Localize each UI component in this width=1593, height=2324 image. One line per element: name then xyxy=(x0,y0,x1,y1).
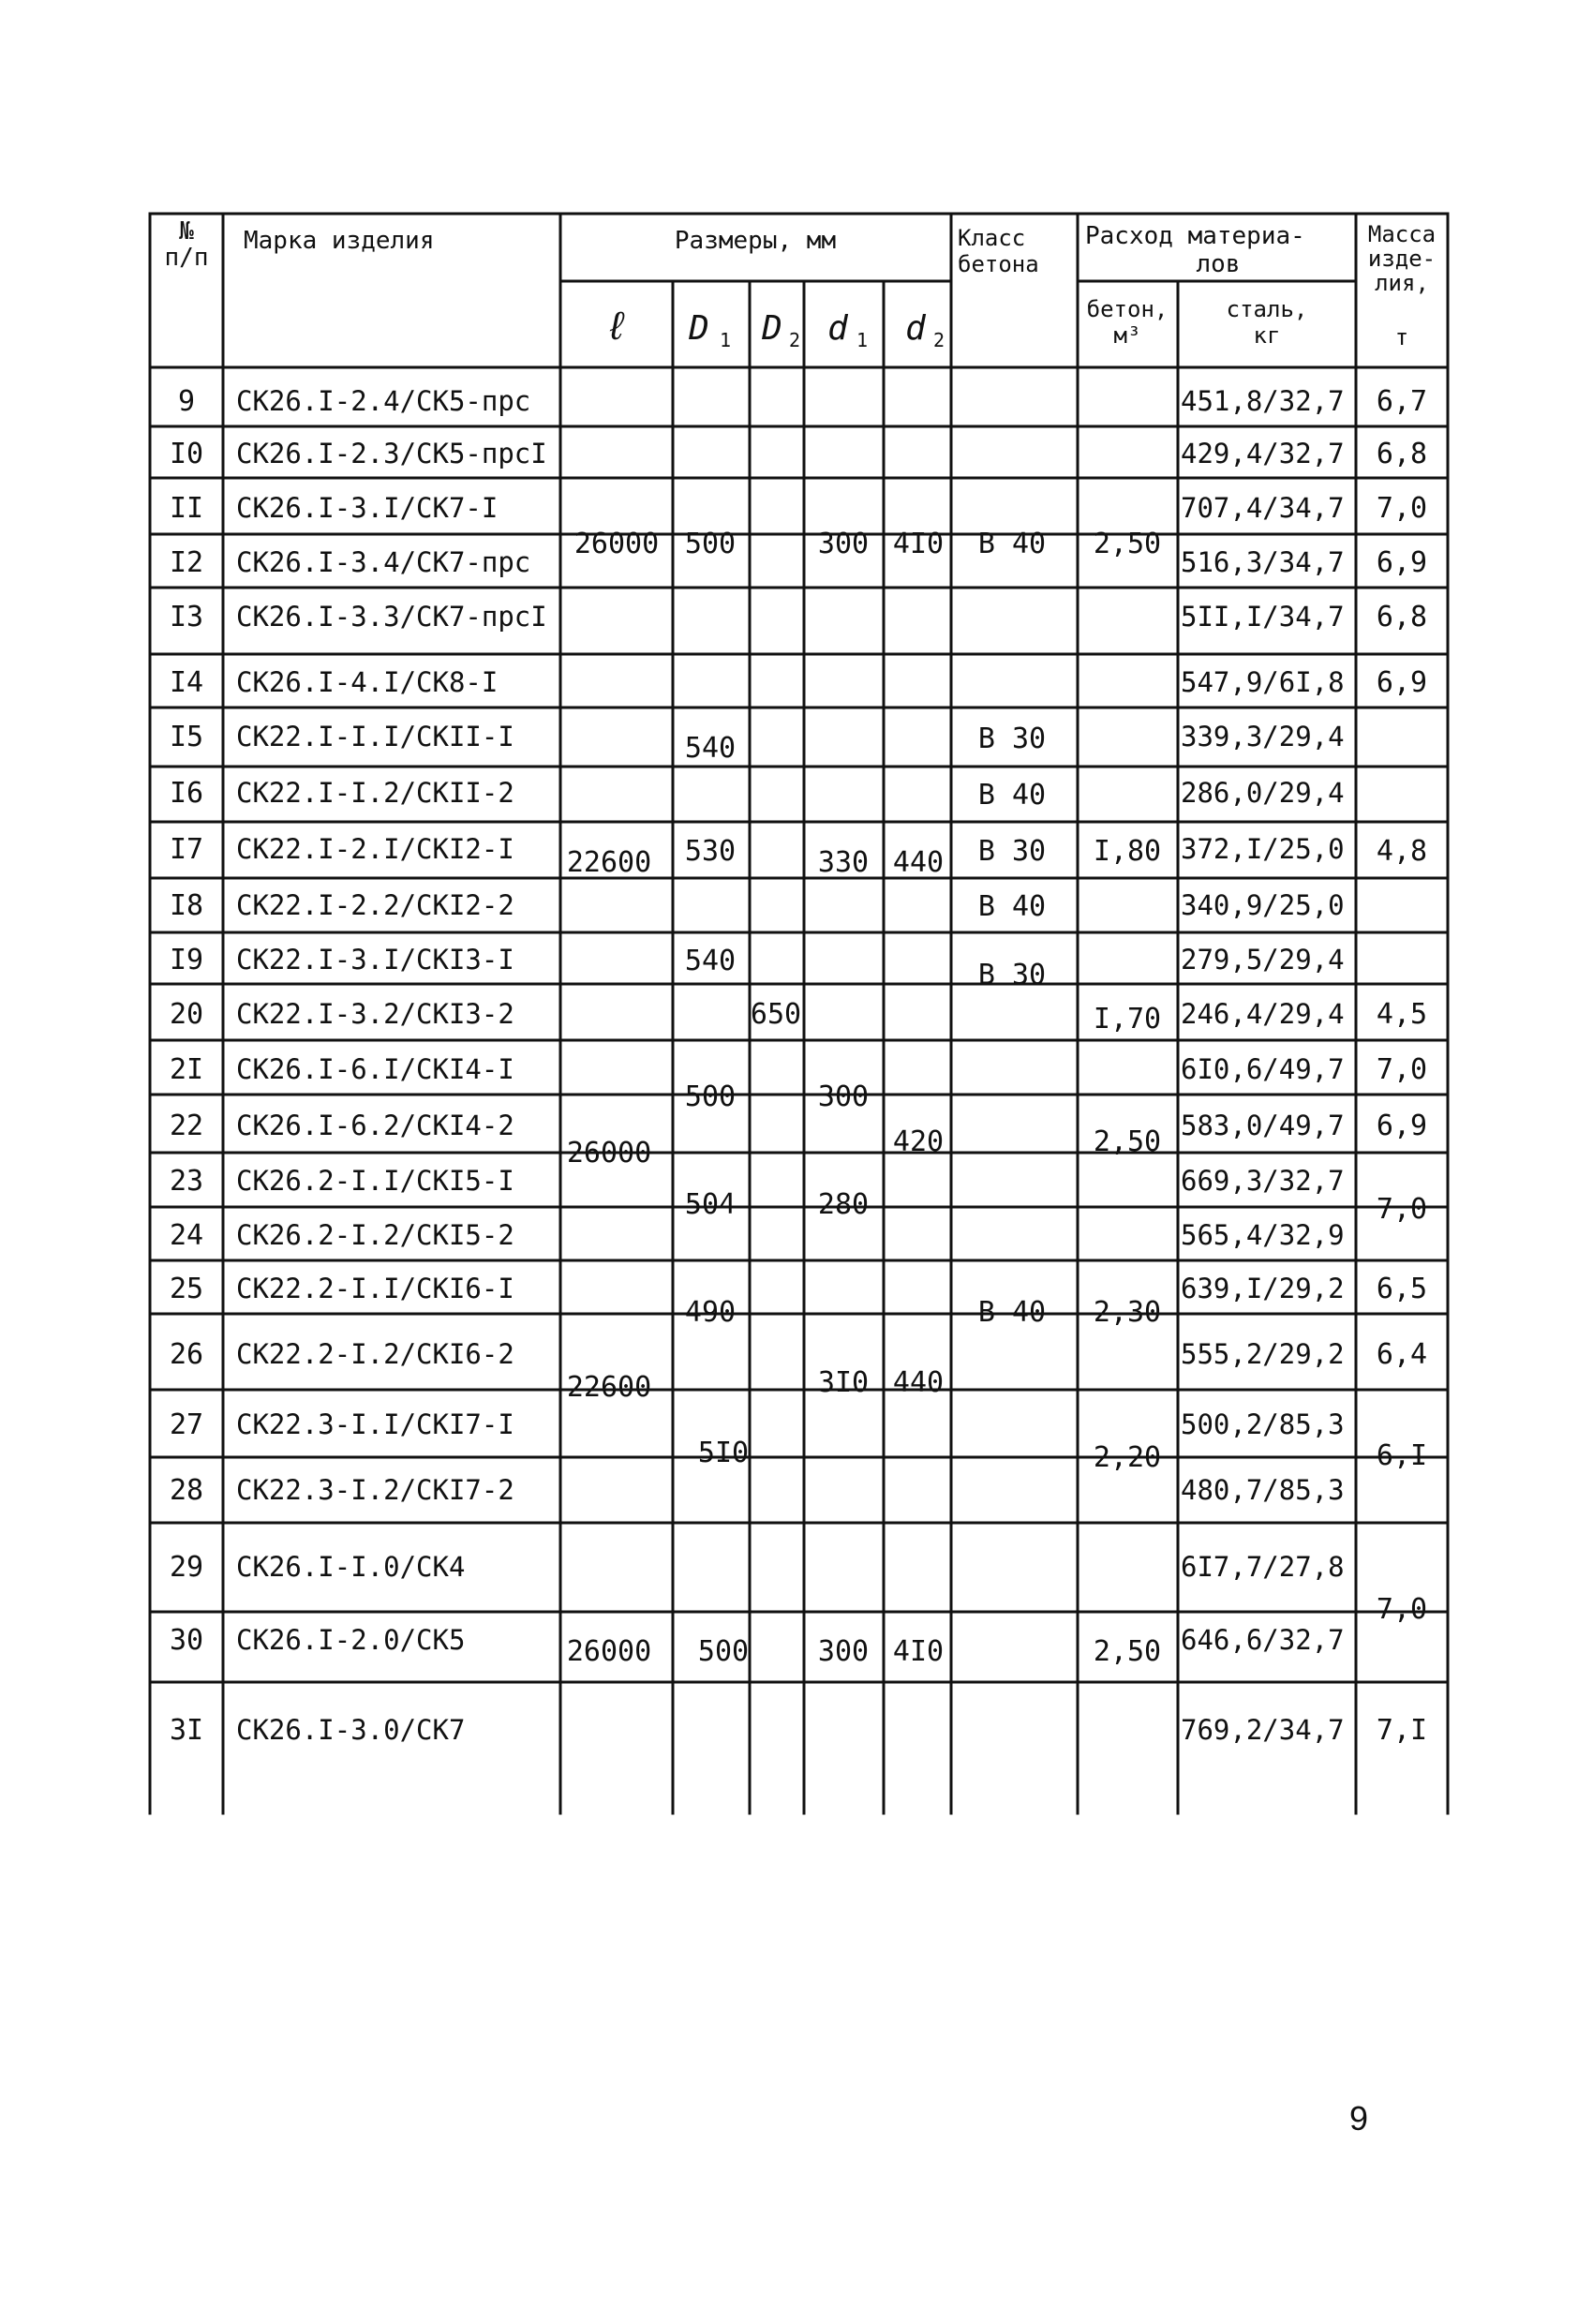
steel-usage: 565,4/32,9 xyxy=(1181,1219,1345,1251)
product-mark: СК26.2-I.I/СКI5-I xyxy=(236,1165,514,1197)
header-number-abbr: п/п xyxy=(164,244,209,272)
table-row xyxy=(170,1338,1345,1371)
steel-usage: 429,4/32,7 xyxy=(1181,438,1345,469)
d1-inner-value: 300 xyxy=(817,1635,870,1668)
steel-usage: 286,0/29,4 xyxy=(1181,777,1345,809)
d1-outer-value: 5I0 xyxy=(697,1437,750,1469)
d1-inner-value: 300 xyxy=(817,1080,870,1113)
concrete-volume-value: 2,50 xyxy=(1093,1125,1162,1158)
steel-usage: 707,4/34,7 xyxy=(1181,492,1345,524)
header-steel-line1: сталь, xyxy=(1226,296,1308,322)
concrete-volume-value: 2,20 xyxy=(1093,1441,1162,1474)
header-concrete-line2: м³ xyxy=(1113,322,1141,349)
steel-usage: 6I7,7/27,8 xyxy=(1181,1551,1345,1583)
product-mark: СК22.3-I.I/СКI7-I xyxy=(236,1408,514,1440)
header-size-d2-inner-sub: 2 xyxy=(933,329,945,351)
steel-usage: 769,2/34,7 xyxy=(1181,1714,1345,1746)
row-number: 25 xyxy=(169,1273,204,1305)
d2-outer-value: 650 xyxy=(750,998,802,1031)
merged-d2-inner xyxy=(893,528,944,1668)
header-class-line1: Класс xyxy=(958,225,1026,251)
product-mark: СК22.I-2.I/СКI2-I xyxy=(236,833,514,865)
table-row xyxy=(170,1408,1345,1441)
table-row xyxy=(170,492,1345,525)
header-usage-line2: лов xyxy=(1196,250,1241,278)
row-number: 24 xyxy=(169,1219,204,1252)
mass-value: 4,8 xyxy=(1376,835,1428,868)
d1-inner-value: 330 xyxy=(817,846,870,879)
row-number: I7 xyxy=(169,833,204,866)
product-mark: СК22.I-3.I/СКI3-I xyxy=(236,944,514,976)
table-rows xyxy=(170,385,1345,1747)
merged-length xyxy=(567,528,659,1668)
d1-outer-value: 490 xyxy=(684,1296,737,1329)
concrete-class-value: В 40 xyxy=(977,1296,1047,1329)
d1-outer-value: 540 xyxy=(684,732,737,765)
steel-usage: 669,3/32,7 xyxy=(1181,1165,1345,1197)
row-number: 23 xyxy=(169,1165,204,1198)
row-number: 29 xyxy=(169,1551,204,1584)
product-mark: СК26.I-2.0/СК5 xyxy=(236,1624,466,1656)
header-size-d1-outer-sub: 1 xyxy=(720,329,732,351)
table-row xyxy=(170,1474,1345,1507)
d1-outer-value: 540 xyxy=(684,945,737,977)
table-row xyxy=(170,1165,1345,1198)
row-number: 28 xyxy=(169,1474,204,1507)
steel-usage: 639,I/29,2 xyxy=(1181,1273,1345,1304)
row-number: 26 xyxy=(169,1338,204,1371)
product-mark: СК22.I-I.2/СКII-2 xyxy=(236,777,514,809)
length-value: 26000 xyxy=(573,528,660,560)
mass-value: 6,I xyxy=(1376,1439,1428,1472)
product-mark: СК26.I-6.2/СКI4-2 xyxy=(236,1110,514,1141)
d1-outer-value: 504 xyxy=(684,1188,737,1221)
row-number: I8 xyxy=(169,889,204,922)
header-size-d1-outer: D xyxy=(689,309,709,348)
table-row xyxy=(170,666,1345,699)
steel-usage: 583,0/49,7 xyxy=(1181,1110,1345,1141)
mass-value: 7,0 xyxy=(1376,1593,1428,1626)
concrete-class-value: В 40 xyxy=(977,779,1047,812)
d2-inner-value: 440 xyxy=(892,1366,945,1399)
d1-outer-value: 500 xyxy=(684,528,737,560)
row-number: I4 xyxy=(169,666,204,699)
steel-usage: 339,3/29,4 xyxy=(1181,721,1345,752)
steel-usage: 6I0,6/49,7 xyxy=(1181,1053,1345,1085)
row-number: 3I xyxy=(169,1714,204,1747)
steel-usage: 340,9/25,0 xyxy=(1181,889,1345,921)
header-number-symbol: № xyxy=(179,217,194,246)
steel-usage: 279,5/29,4 xyxy=(1181,944,1345,976)
mass-value: 6,8 xyxy=(1376,601,1428,633)
steel-usage: 480,7/85,3 xyxy=(1181,1474,1345,1506)
d1-inner-value: 300 xyxy=(817,528,870,560)
product-mark: СК22.I-I.I/СКII-I xyxy=(236,721,514,752)
table-row xyxy=(170,438,1345,470)
product-mark: СК26.I-4.I/СК8-I xyxy=(236,666,499,698)
length-value: 26000 xyxy=(566,1635,652,1668)
d2-inner-value: 420 xyxy=(892,1125,945,1158)
d1-inner-value: 3I0 xyxy=(817,1366,870,1399)
row-number: 20 xyxy=(169,998,204,1031)
table-row xyxy=(170,601,1345,633)
header-size-d1-inner-sub: 1 xyxy=(856,329,869,351)
product-mark: СК22.I-2.2/СКI2-2 xyxy=(236,889,514,921)
steel-usage: 555,2/29,2 xyxy=(1181,1338,1345,1370)
merged-d1-outer xyxy=(685,528,749,1668)
merged-concrete-volume xyxy=(1094,528,1161,1668)
mass-value: 6,8 xyxy=(1376,438,1428,470)
steel-usage: 5II,I/34,7 xyxy=(1181,601,1345,633)
length-value: 22600 xyxy=(566,846,652,879)
header-mass-line2: изде- xyxy=(1367,246,1437,272)
mass-value: 6,7 xyxy=(1376,385,1428,418)
row-number: 9 xyxy=(177,385,196,418)
row-number: I6 xyxy=(169,777,204,810)
product-mark: СК26.I-3.I/СК7-I xyxy=(236,492,499,524)
row-number: I9 xyxy=(169,944,204,976)
header-sizes: Размеры, мм xyxy=(674,227,837,255)
product-mark: СК26.I-2.3/СК5-прсI xyxy=(236,438,547,469)
d2-inner-value: 4I0 xyxy=(892,528,945,560)
concrete-volume-value: 2,50 xyxy=(1093,528,1162,560)
concrete-volume-value: I,80 xyxy=(1093,835,1162,868)
row-number: 27 xyxy=(169,1408,204,1441)
product-mark: СК22.I-3.2/СКI3-2 xyxy=(236,998,514,1030)
concrete-volume-value: 2,30 xyxy=(1093,1296,1162,1329)
header-class-line2: бетона xyxy=(958,251,1039,277)
table-row xyxy=(170,944,1345,976)
product-mark: СК26.I-3.4/СК7-прс xyxy=(236,546,531,578)
mass-value: 7,0 xyxy=(1376,1053,1428,1086)
concrete-class-value: В 40 xyxy=(977,528,1047,560)
steel-usage: 451,8/32,7 xyxy=(1181,385,1345,417)
mass-value: 6,9 xyxy=(1376,546,1428,579)
table-row xyxy=(170,1219,1345,1252)
table-row xyxy=(170,1551,1345,1584)
d1-outer-value: 500 xyxy=(684,1080,737,1113)
mass-value: 7,0 xyxy=(1376,492,1428,525)
table-row xyxy=(170,1053,1345,1086)
header-concrete-line1: бетон, xyxy=(1086,296,1169,322)
d1-outer-value: 530 xyxy=(684,835,737,868)
table-row xyxy=(170,777,1345,810)
mass-value: 7,0 xyxy=(1376,1193,1428,1226)
concrete-class-value: В 30 xyxy=(977,835,1047,868)
header-size-d2-outer: D xyxy=(762,309,782,348)
steel-usage: 547,9/6I,8 xyxy=(1181,666,1345,698)
concrete-volume-value: I,70 xyxy=(1093,1003,1162,1035)
row-number: 2I xyxy=(169,1053,204,1086)
header-size-d1-inner: d xyxy=(827,309,848,348)
row-number: I0 xyxy=(169,438,204,470)
header-size-d2-inner: d xyxy=(905,309,926,348)
page-number: 9 xyxy=(1349,2099,1369,2138)
d2-inner-value: 440 xyxy=(892,846,945,879)
table-row xyxy=(170,721,1345,753)
merged-concrete-class xyxy=(978,528,1046,1329)
d1-inner-value: 280 xyxy=(817,1188,870,1221)
product-mark: СК26.I-3.0/СК7 xyxy=(236,1714,466,1746)
header-mass-line4: т xyxy=(1394,324,1409,350)
row-number: II xyxy=(169,492,204,525)
product-mark: СК26.2-I.2/СКI5-2 xyxy=(236,1219,514,1251)
table-row xyxy=(170,1273,1345,1305)
steel-usage: 500,2/85,3 xyxy=(1181,1408,1345,1440)
product-mark: СК22.2-I.2/СКI6-2 xyxy=(236,1338,514,1370)
concrete-volume-value: 2,50 xyxy=(1093,1635,1162,1668)
product-mark: СК26.I-2.4/СК5-прс xyxy=(236,385,531,417)
steel-usage: 372,I/25,0 xyxy=(1181,833,1345,865)
d2-inner-value: 4I0 xyxy=(892,1635,945,1668)
d1-outer-value: 500 xyxy=(697,1635,750,1668)
header-mass-line3: лия, xyxy=(1375,270,1429,296)
product-mark: СК26.I-6.I/СКI4-I xyxy=(236,1053,514,1085)
header-mark: Марка изделия xyxy=(244,227,435,255)
product-mark: СК22.2-I.I/СКI6-I xyxy=(236,1273,514,1304)
steel-usage: 246,4/29,4 xyxy=(1181,998,1345,1030)
concrete-class-value: В 30 xyxy=(977,959,1047,991)
header-size-l: ℓ xyxy=(604,303,629,349)
table-row xyxy=(170,889,1345,922)
row-number: I3 xyxy=(169,601,204,633)
merged-mass xyxy=(1377,385,1427,1747)
concrete-class-value: В 30 xyxy=(977,723,1047,755)
merged-d1-inner xyxy=(818,528,869,1668)
steel-usage: 516,3/34,7 xyxy=(1181,546,1345,578)
product-mark: СК26.I-3.3/СК7-прсI xyxy=(236,601,547,633)
merged-d2-outer xyxy=(751,998,801,1031)
header-usage-line1: Расход материа- xyxy=(1085,222,1305,250)
table-header xyxy=(165,217,1437,351)
row-number: I5 xyxy=(169,721,204,753)
table-row xyxy=(170,1624,1345,1657)
length-value: 22600 xyxy=(566,1371,652,1404)
row-number: I2 xyxy=(169,546,204,579)
mass-value: 6,4 xyxy=(1376,1338,1428,1371)
table-row xyxy=(170,1714,1345,1747)
table-row xyxy=(170,1110,1345,1142)
table-row xyxy=(178,385,1345,418)
row-number: 30 xyxy=(169,1624,204,1657)
product-mark: СК26.I-I.0/СК4 xyxy=(236,1551,466,1583)
mass-value: 6,9 xyxy=(1376,1110,1428,1142)
row-number: 22 xyxy=(169,1110,204,1142)
header-mass-line1: Масса xyxy=(1367,221,1437,247)
mass-value: 7,I xyxy=(1376,1714,1428,1747)
table-row xyxy=(170,546,1345,579)
header-steel-line2: кг xyxy=(1253,322,1281,349)
concrete-class-value: В 40 xyxy=(977,890,1047,923)
mass-value: 6,9 xyxy=(1376,666,1428,699)
steel-usage: 646,6/32,7 xyxy=(1181,1624,1345,1656)
header-size-d2-outer-sub: 2 xyxy=(789,329,801,351)
mass-value: 6,5 xyxy=(1376,1273,1428,1305)
table-row xyxy=(170,833,1345,866)
mass-value: 4,5 xyxy=(1376,998,1428,1031)
length-value: 26000 xyxy=(566,1137,652,1169)
product-mark: СК22.3-I.2/СКI7-2 xyxy=(236,1474,514,1506)
